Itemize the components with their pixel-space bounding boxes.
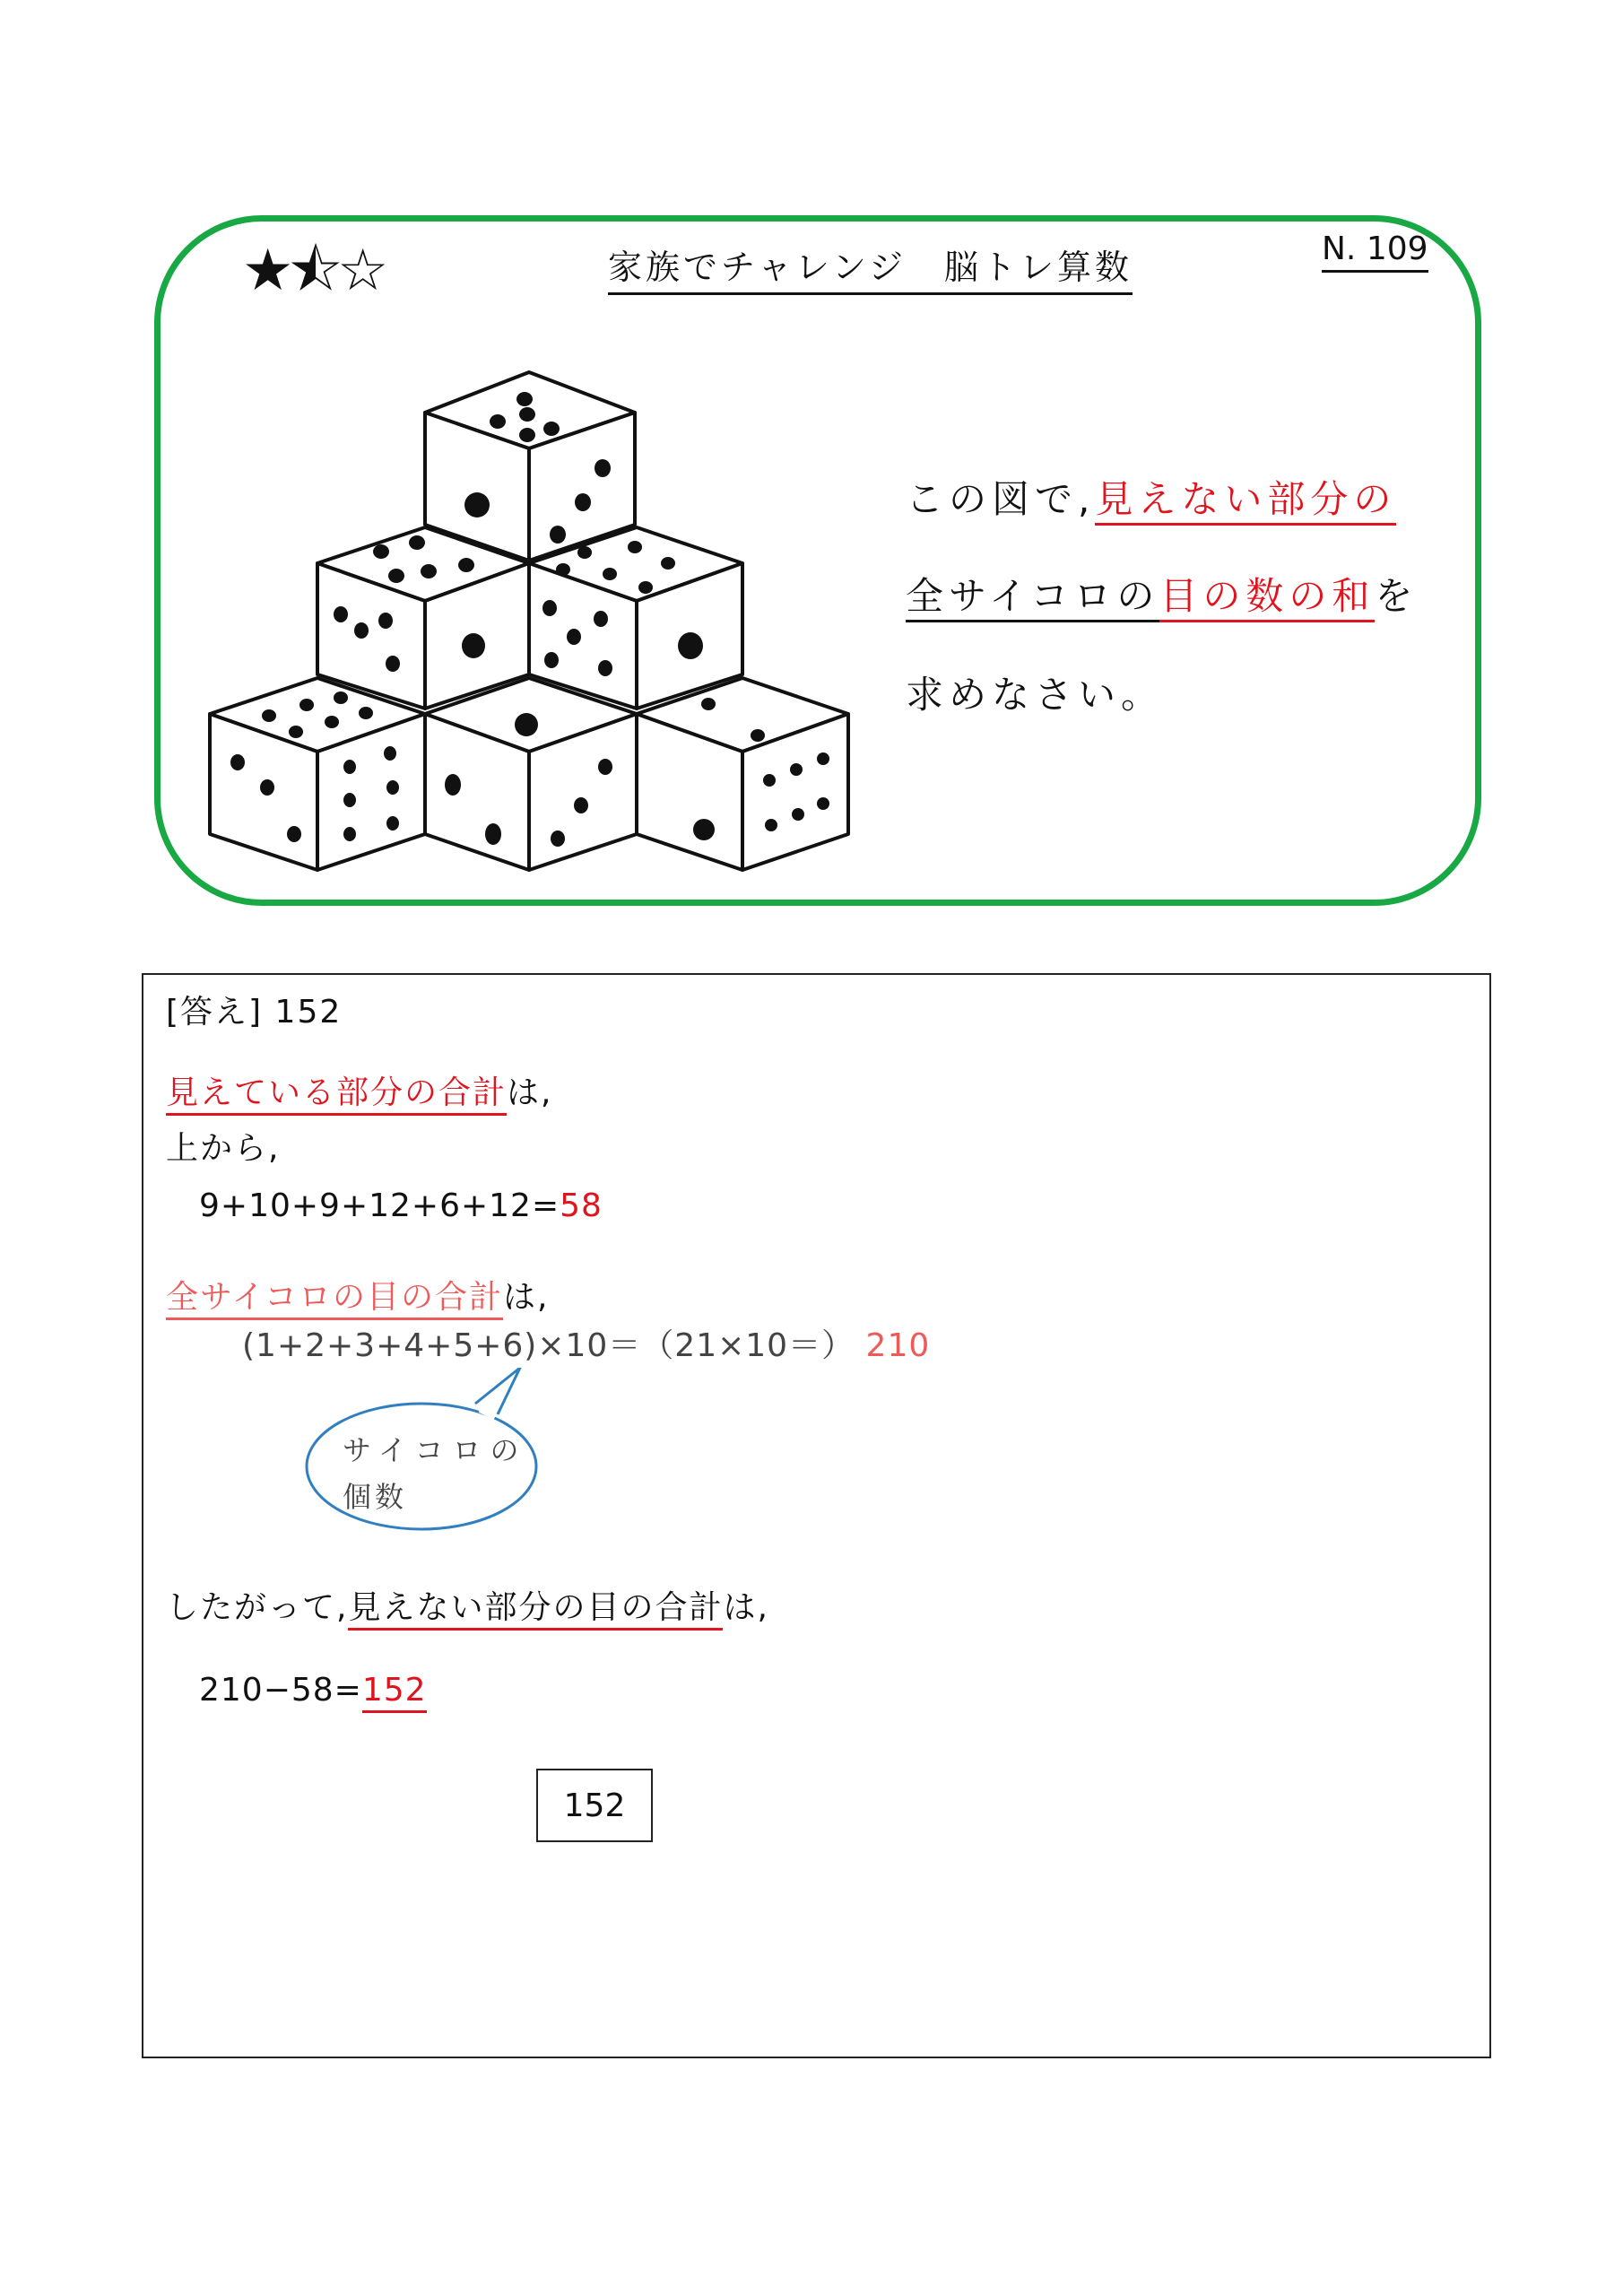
answer-label: [答え] 152 xyxy=(166,994,343,1031)
final-answer-box: 152 xyxy=(536,1769,653,1842)
question-emphasis-2: 目の数の和 xyxy=(1159,574,1375,622)
difficulty-rating: ★⯪☆ xyxy=(242,238,384,304)
question-underline: 全サイコロの xyxy=(906,574,1159,622)
total-sum-equation: (1+2+3+4+5+6)×10＝（21×10＝） 210 xyxy=(242,1327,931,1364)
question-line-2: 全サイコロの目の数の和を xyxy=(906,572,1418,622)
die-bottom-right xyxy=(637,678,848,870)
question-emphasis-1: 見えない部分の xyxy=(1095,477,1396,526)
hidden-sum-equation: 210−58=152 xyxy=(199,1670,427,1712)
page-title: 家族でチャレンジ 脳トレ算数 xyxy=(608,248,1133,295)
therefore-heading: したがって,見えない部分の目の合計は, xyxy=(166,1587,769,1630)
visible-sum-heading: 見えている部分の合計は, xyxy=(166,1073,552,1115)
from-top-text: 上から, xyxy=(166,1130,281,1167)
visible-sum-equation: 9+10+9+12+6+12=58 xyxy=(199,1187,603,1224)
die-bottom-left xyxy=(210,678,425,870)
question-line-3: 求めなさい。 xyxy=(906,673,1165,717)
die-middle-left xyxy=(317,527,529,709)
problem-number: N. 109 xyxy=(1322,230,1428,273)
die-middle-right xyxy=(529,527,742,709)
question-line-1: この図で,見えない部分の xyxy=(906,475,1396,525)
bubble-text-line-2: 個数 xyxy=(343,1480,408,1514)
dice-pyramid-illustration xyxy=(197,359,879,888)
bubble-text-line-1: サイコロの xyxy=(343,1433,528,1467)
total-sum-heading: 全サイコロの目の合計は, xyxy=(166,1277,550,1319)
